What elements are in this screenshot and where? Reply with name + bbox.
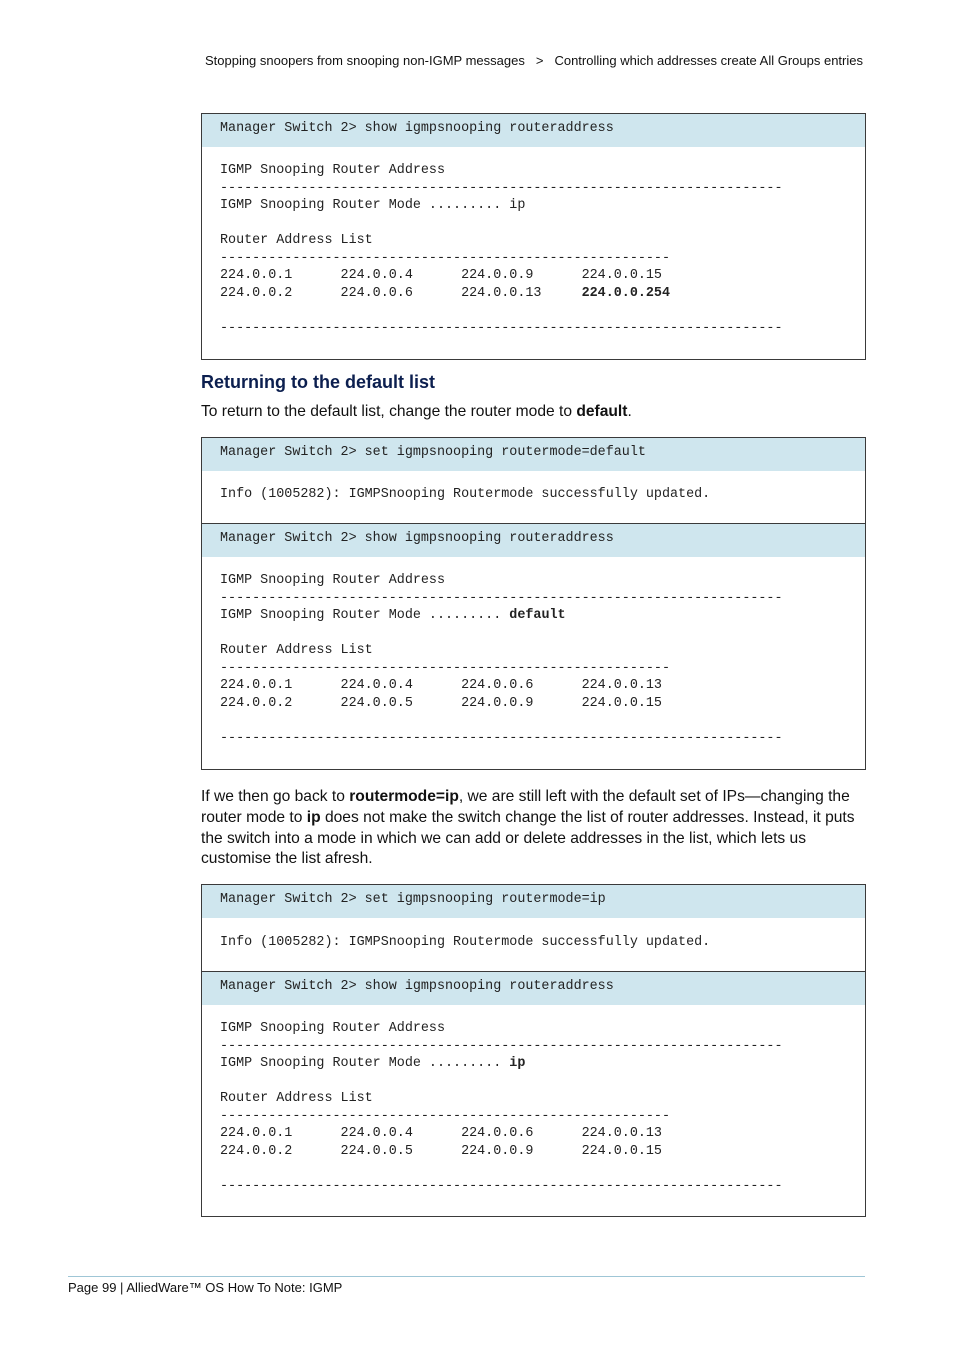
paragraph-text: does not make the switch change the list of router addresses. Instead, it puts the switch into a mode in which we can add or delete addresses in the list, which lets us customise the list afresh. (201, 808, 855, 868)
separator-line: ---------------------------------------------------------------------- (220, 590, 783, 606)
address-row-text: 224.0.0.2 224.0.0.6 224.0.0.13 (220, 285, 582, 301)
list-title: Router Address List (220, 233, 373, 248)
paragraph-text: . (627, 403, 632, 420)
footer-divider (68, 1276, 865, 1277)
output-title: IGMP Snooping Router Address (220, 573, 445, 588)
address-row: 224.0.0.2 224.0.0.5 224.0.0.9 224.0.0.15 (220, 1143, 662, 1159)
output-title: IGMP Snooping Router Address (220, 163, 445, 178)
address-row: 224.0.0.1 224.0.0.4 224.0.0.9 224.0.0.15 (220, 268, 662, 283)
blank-line (220, 302, 865, 320)
separator-line: ---------------------------------------------------------------------- (220, 180, 783, 196)
paragraph-text: , we are still left with the default set of IPs—changing the router mode to (201, 788, 850, 826)
breadcrumb-separator: > (535, 53, 544, 68)
blank-line (220, 215, 865, 233)
paragraph-text: To return to the default list, change the router mode to (201, 403, 577, 420)
router-mode-line (220, 197, 865, 215)
command-output (202, 918, 865, 972)
separator-line: ---------------------------------------------------------------------- (220, 320, 783, 336)
command-output (202, 557, 865, 747)
output-title: IGMP Snooping Router Address (220, 1021, 445, 1036)
cli-output-block (201, 437, 866, 770)
router-mode-line (220, 607, 865, 625)
command-output (202, 147, 865, 337)
command-output (202, 1005, 865, 1195)
separator-line: -------------------------------------------------------- (220, 660, 670, 676)
section-heading: Returning to the default list (201, 372, 435, 392)
highlighted-address: 224.0.0.254 (581, 285, 671, 301)
intro-paragraph (201, 402, 861, 423)
address-row: 224.0.0.2 224.0.0.5 224.0.0.9 224.0.0.15 (220, 695, 662, 711)
command-line: Manager Switch 2> show igmpsnooping routeraddress (202, 972, 865, 1005)
command-line: Manager Switch 2> show igmpsnooping routeraddress (202, 524, 865, 557)
breadcrumb-item: Stopping snoopers from snooping non-IGMP messages (204, 53, 525, 68)
separator-line: -------------------------------------------------------- (220, 1108, 670, 1124)
cli-output-block (201, 113, 866, 360)
mode-value: default (509, 608, 566, 623)
list-title: Router Address List (220, 1091, 373, 1106)
separator-line: ---------------------------------------------------------------------- (220, 1038, 783, 1054)
blank-line (220, 712, 865, 730)
info-message: Info (1005282): IGMPSnooping Routermode successfully updated. (220, 935, 711, 950)
page-footer: Page 99 | AlliedWare™ OS How To Note: IGMP (68, 1280, 343, 1295)
mode-label: IGMP Snooping Router Mode ......... (220, 608, 510, 623)
mode-label: IGMP Snooping Router Mode ......... (220, 1056, 510, 1071)
blank-line (220, 1160, 865, 1178)
address-row: 224.0.0.1 224.0.0.4 224.0.0.6 224.0.0.13 (220, 678, 662, 693)
router-mode-line (220, 1055, 865, 1073)
command-line: Manager Switch 2> set igmpsnooping routermode=default (202, 438, 865, 471)
blank-line (220, 625, 865, 643)
command-line: Manager Switch 2> show igmpsnooping routeraddress (202, 114, 865, 147)
explanation-paragraph (201, 787, 861, 870)
list-title: Router Address List (220, 643, 373, 658)
paragraph-text: If we then go back to (201, 788, 350, 805)
breadcrumb-item: Controlling which addresses create All Groups entries (554, 53, 863, 68)
command-line: Manager Switch 2> set igmpsnooping routermode=ip (202, 885, 865, 918)
address-row: 224.0.0.1 224.0.0.4 224.0.0.6 224.0.0.13 (220, 1126, 662, 1141)
mode-label: IGMP Snooping Router Mode ......... (220, 198, 510, 213)
info-message: Info (1005282): IGMPSnooping Routermode successfully updated. (220, 487, 711, 502)
mode-value: ip (509, 198, 526, 213)
breadcrumb (0, 53, 863, 68)
mode-value: ip (509, 1056, 526, 1071)
separator-line: -------------------------------------------------------- (220, 250, 670, 266)
cli-output-block (201, 884, 866, 1217)
separator-line: ---------------------------------------------------------------------- (220, 1178, 783, 1194)
emphasis-text: ip (306, 808, 321, 826)
emphasis-text: default (576, 403, 628, 420)
command-output (202, 471, 865, 524)
emphasis-text: routermode=ip (349, 788, 459, 805)
blank-line (220, 1073, 865, 1091)
separator-line: ---------------------------------------------------------------------- (220, 730, 783, 746)
address-row (220, 285, 865, 303)
